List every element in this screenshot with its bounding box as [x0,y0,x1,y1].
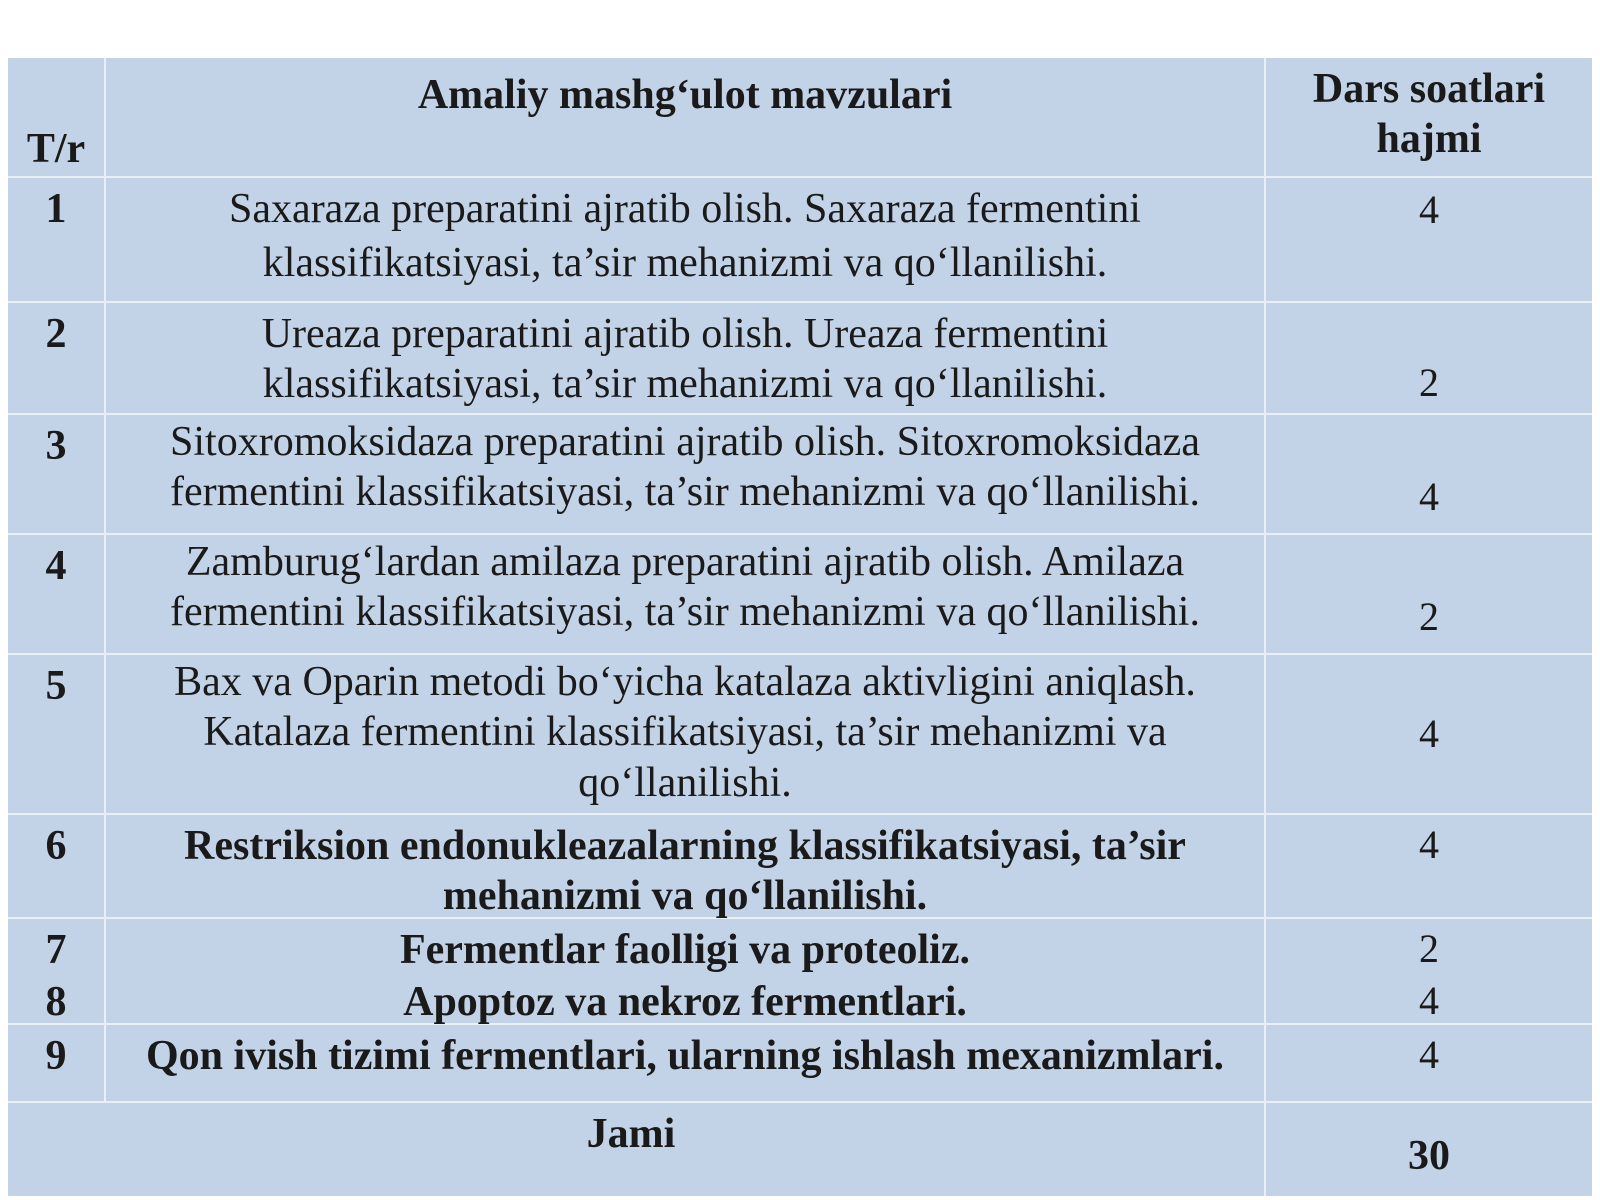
row-topic [106,815,1264,920]
row-number [8,535,104,653]
topic-line: mehanizmi va qo‘llanilishi. [442,873,928,920]
row-topic [106,919,1264,971]
header-hours-line: Dars soatlari [1312,66,1546,112]
header-hours-line: hajmi [1376,116,1482,163]
row-number-text: 1 [45,186,67,232]
row-number-text: 2 [45,311,67,357]
header-number [8,58,104,176]
row-hours [1266,303,1592,413]
row-hours [1266,535,1592,653]
topic-line: Saxaraza preparatini ajratib olish. Saxaraza fermentini [229,186,1141,232]
row-hours [1266,815,1592,917]
row-topic [106,303,1264,413]
row-number-text: 8 [45,979,67,1025]
row-number [8,178,104,301]
hours-value: 2 [1419,926,1439,971]
row-topic [106,178,1264,301]
total-label: Jami [586,1111,676,1157]
row-number-text: 6 [45,823,67,869]
row-topic [106,1025,1264,1101]
header-hours [1266,58,1592,176]
total-hours: 30 [1408,1133,1450,1180]
hours-value: 4 [1419,978,1439,1023]
row-hours [1266,415,1592,533]
header-topic [106,58,1264,176]
row-number [8,1025,104,1101]
topic-line: Qon ivish tizimi fermentlari, ularning ishlash mexanizmlari. [146,1033,1224,1079]
row-number-text: 9 [45,1033,67,1079]
row-topic [106,655,1264,813]
topic-line: Katalaza fermentini klassifikatsiyasi, ta’sir mehanizmi va [203,709,1167,756]
topic-line: Ureaza preparatini ajratib olish. Ureaza fermentini [261,311,1109,357]
hours-value: 4 [1419,474,1439,519]
row-topic [106,415,1264,533]
topic-line: qo‘llanilishi. [578,759,792,806]
header-number-text: T/r [26,125,86,172]
row-number [8,415,104,533]
row-topic [106,535,1264,653]
row-number [8,303,104,413]
topic-line: Zamburug‘lardan amilaza preparatini ajratib olish. Amilaza [185,539,1185,585]
hours-value: 4 [1419,187,1439,232]
row-hours [1266,178,1592,301]
row-hours [1266,971,1592,1023]
topics-table [8,58,1592,1196]
row-number [8,971,104,1023]
topic-line: Restriksion endonukleazalarning klassifikatsiyasi, ta’sir [184,823,1186,869]
hours-value: 4 [1419,1032,1439,1077]
topic-line: Apoptoz va nekroz fermentlari. [403,979,967,1025]
topic-line: fermentini klassifikatsiyasi, ta’sir mehanizmi va qo‘llanilishi. [170,589,1200,636]
total-label-cell [8,1103,1264,1196]
hours-value: 2 [1419,594,1439,639]
topic-line: klassifikatsiyasi, ta’sir mehanizmi va qo‘llanilishi. [262,240,1108,287]
total-hours-cell [1266,1103,1592,1196]
hours-value: 2 [1419,360,1439,405]
row-number-text: 7 [45,927,67,973]
row-hours [1266,1025,1592,1101]
row-number [8,655,104,813]
hours-value: 4 [1419,822,1439,867]
row-number-text: 4 [45,543,67,589]
topic-line: Fermentlar faolligi va proteoliz. [400,927,970,973]
topic-line: klassifikatsiyasi, ta’sir mehanizmi va qo‘llanilishi. [262,361,1108,408]
row-number [8,919,104,971]
topic-line: Sitoxromoksidaza preparatini ajratib olish. Sitoxromoksidaza [170,419,1200,465]
header-topic-text: Amaliy mashg‘ulot mavzulari [417,72,953,118]
row-topic [106,971,1264,1023]
topic-line: Bax va Oparin metodi bo‘yicha katalaza aktivligini aniqlash. [174,659,1196,705]
hours-value: 4 [1419,711,1439,756]
row-hours [1266,919,1592,971]
row-number-text: 3 [45,423,67,469]
row-hours [1266,655,1592,813]
row-number [8,815,104,917]
row-number-text: 5 [45,663,67,709]
topic-line: fermentini klassifikatsiyasi, ta’sir mehanizmi va qo‘llanilishi. [170,469,1200,516]
